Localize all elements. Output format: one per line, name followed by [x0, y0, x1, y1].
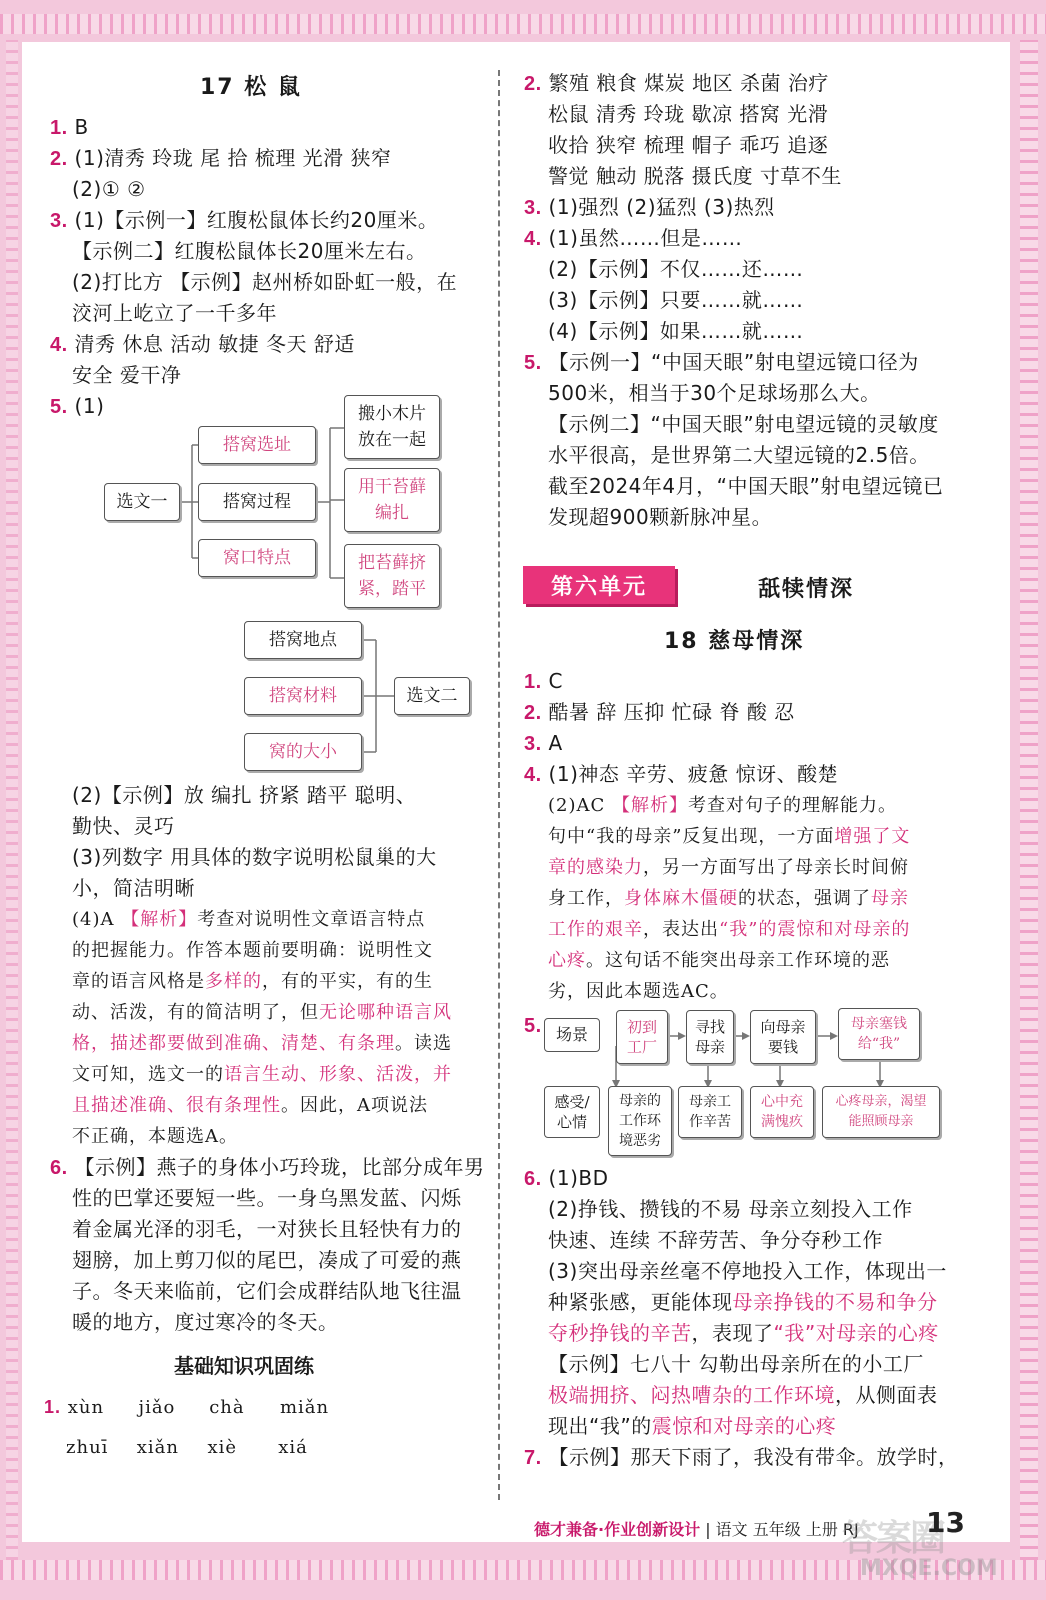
diagram1-right-2: 用干苔藓 编扎 — [344, 468, 440, 532]
q-number: 2. — [524, 73, 542, 95]
q-number: 1. — [524, 671, 542, 693]
l17-q6-line2: 性的巴掌还要短一些。一身乌黑发蓝、闪烁 — [72, 1186, 462, 1210]
l17-q5-analysis-7 — [72, 1090, 428, 1121]
l18-q4-line1 — [524, 759, 838, 791]
answer-text: (1)强烈 (2)猛烈 (3)热烈 — [548, 195, 775, 219]
flow-label-feeling: 感受/ 心情 — [544, 1086, 600, 1138]
r-q5-row6: 发现超900颗新脉冲星。 — [548, 505, 773, 529]
answer-text: A — [548, 731, 563, 755]
r-q4-row4: (4)【示例】如果……就…… — [548, 319, 804, 343]
flow-scene-3: 向母亲 要钱 — [750, 1010, 816, 1064]
l17-q3-line4: 洨河上屹立了一千多年 — [72, 301, 277, 325]
analysis-text: 章的语言风格是 — [72, 971, 205, 992]
q-number: 6. — [50, 1157, 68, 1179]
q-number: 7. — [524, 1447, 542, 1469]
l17-q2-line2: (2)① ② — [72, 177, 146, 201]
r-q4-row3: (3)【示例】只要……就…… — [548, 288, 804, 312]
l18-q6-line8 — [548, 1380, 938, 1411]
l18-q7 — [524, 1442, 959, 1474]
analysis-text: 。读选 — [395, 1033, 452, 1054]
l18-q4-analysis-3 — [548, 852, 909, 883]
answer-text: 繁殖 粮食 煤炭 地区 杀菌 治疗 — [548, 71, 829, 95]
diagram2-root: 选文二 — [394, 677, 470, 715]
r-q2-row2: 松鼠 清秀 玲珑 歇凉 搭窝 光滑 — [548, 102, 829, 126]
flow-scene-2: 寻找 母亲 — [686, 1010, 734, 1064]
pinyin-item: xiǎn — [136, 1437, 179, 1458]
l18-q6-line2: (2)挣钱、攒钱的不易 母亲立刻投入工作 — [548, 1197, 913, 1221]
watermark-logo: 答案圈 — [842, 1518, 945, 1559]
flow-feeling-2: 母亲工 作辛苦 — [678, 1086, 742, 1138]
l18-q6-line6 — [548, 1318, 939, 1349]
r-q2-row1 — [524, 68, 829, 100]
q-number: 4. — [524, 764, 542, 786]
flow-feeling-1: 母亲的 工作环 境恶劣 — [608, 1086, 672, 1156]
q-number: 3. — [524, 197, 542, 219]
answer-text: (1)神态 辛劳、疲惫 惊讶、酸楚 — [548, 762, 839, 786]
r-q5-row5: 截至2024年4月，“中国天眼”射电望远镜已 — [548, 474, 944, 498]
pinyin-row-2 — [66, 1432, 342, 1463]
l18-q4-analysis-4 — [548, 883, 909, 914]
unit-badge: 第六单元 — [523, 566, 675, 604]
answer-text: (1)【示例一】红腹松鼠体长约20厘米。 — [74, 208, 439, 232]
unit-theme-title: 舐犊情深 — [758, 577, 855, 602]
watermark-url: MXQE.COM — [860, 1556, 998, 1581]
l17-q5-analysis-5 — [72, 1028, 452, 1059]
r-q5-row1 — [524, 347, 919, 379]
analysis-text: 文可知，选文一的 — [72, 1064, 224, 1085]
diagram1-right-3: 把苔藓挤 紧，踏平 — [344, 544, 440, 608]
analysis-highlight: 心疼 — [548, 950, 586, 971]
l18-q5-num — [524, 1010, 542, 1042]
analysis-text: 。这句话不能突出母亲工作环境的恶 — [586, 950, 890, 971]
answer-highlight: 母亲挣钱的不易和争分 — [732, 1290, 938, 1314]
r-q5-row3: 【示例二】“中国天眼”射电望远镜的灵敏度 — [548, 412, 939, 436]
l18-q6-line4: (3)突出母亲丝毫不停地投入工作，体现出一 — [548, 1259, 947, 1283]
l17-q3-line2: 【示例二】红腹松鼠体长20厘米左右。 — [72, 239, 427, 263]
q-number: 1. — [44, 1397, 62, 1417]
answer-text: (1)清秀 玲珑 尾 拾 梳理 光滑 狭窄 — [74, 146, 392, 170]
diagram1-root: 选文一 — [104, 483, 180, 521]
l17-q5-analysis-6 — [72, 1059, 452, 1090]
answer-text: ，表现了 — [691, 1321, 774, 1345]
analysis-tag: 【解析】 — [612, 795, 688, 816]
analysis-highlight: 母亲 — [871, 888, 909, 909]
analysis-text: 句中“我的母亲”反复出现，一方面 — [548, 826, 835, 847]
analysis-text: ，表达出 — [643, 919, 719, 940]
analysis-highlight: 无论哪种语言风 — [319, 1002, 452, 1023]
l18-q6-line9 — [548, 1411, 836, 1442]
r-q3 — [524, 192, 775, 224]
analysis-text: 身工作， — [548, 888, 624, 909]
q-number: 4. — [50, 334, 68, 356]
analysis-highlight: 工作的艰辛 — [548, 919, 643, 940]
answer-text: C — [548, 669, 564, 693]
l18-q6-line7: 【示例】七八十 勾勒出母亲所在的小工厂 — [548, 1352, 924, 1376]
l17-q5-line-a: (2)【示例】放 编扎 挤紧 踏平 聪明、 — [72, 783, 417, 807]
l18-q4-analysis-7: 劣，因此本题选AC。 — [548, 981, 729, 1002]
analysis-tag: 【解析】 — [121, 909, 198, 930]
answer-text: (4)A — [72, 909, 122, 930]
answer-highlight: 震惊和对母亲的心疼 — [651, 1414, 837, 1438]
analysis-text: 动、活泼，有的简洁明了，但 — [72, 1002, 319, 1023]
r-q2-row3: 收拾 狭窄 梳理 帽子 乖巧 追逐 — [548, 133, 829, 157]
answer-highlight: “我”对母亲的心疼 — [773, 1321, 939, 1345]
analysis-text: 考查对说明性文章语言特点 — [197, 909, 426, 930]
l18-q6-line1 — [524, 1163, 609, 1195]
flow-label-scene: 场景 — [544, 1018, 600, 1052]
flow-feeling-3: 心中充 满愧疚 — [750, 1086, 814, 1138]
analysis-highlight: 格，描述都要做到准确、清楚、有条理 — [72, 1033, 395, 1054]
flow-feeling-4: 心疼母亲，渴望 能照顾母亲 — [822, 1086, 940, 1138]
q-number: 2. — [524, 702, 542, 724]
l17-q5-line-d: 小，简洁明晰 — [72, 876, 195, 900]
l18-q4-analysis-5 — [548, 914, 910, 945]
analysis-text: 。因此，A项说法 — [281, 1095, 428, 1116]
footer-info: 语文 五年级 上册 RJ — [715, 1520, 859, 1539]
analysis-highlight: 语言生动、形象、活泼，并 — [224, 1064, 452, 1085]
q-number: 5. — [50, 396, 68, 418]
l17-q5-analysis-1 — [72, 904, 425, 935]
l17-q6-line4: 翅膀，加上剪刀似的尾巴，凑成了可爱的燕 — [72, 1248, 462, 1272]
q-number: 2. — [50, 148, 68, 170]
answer-text: 酷暑 辞 压抑 忙碌 脊 酸 忍 — [548, 700, 795, 724]
l18-q4-analysis-2 — [548, 821, 910, 852]
answer-text: 【示例一】“中国天眼”射电望远镜口径为 — [548, 350, 919, 374]
l18-q6-line5 — [548, 1287, 938, 1318]
pinyin-item: chà — [209, 1397, 245, 1418]
diagram2-item-1: 搭窝地点 — [244, 621, 362, 659]
q-number: 6. — [524, 1168, 542, 1190]
r-q5-row4: 水平很高，是世界第二大望远镜的2.5倍。 — [548, 443, 930, 467]
answer-text: 现出“我”的 — [548, 1414, 652, 1438]
answer-text: (2)AC — [548, 795, 612, 816]
pinyin-item: zhuī — [66, 1437, 109, 1458]
analysis-text: 的状态，强调了 — [738, 888, 871, 909]
q-number: 3. — [50, 210, 68, 232]
answer-highlight: 极端拥挤、闷热嘈杂的工作环境 — [548, 1383, 835, 1407]
analysis-highlight: 身体麻木僵硬 — [624, 888, 738, 909]
answer-text: 【示例】那天下雨了，我没有带伞。放学时， — [548, 1445, 959, 1469]
page-number: 13 — [926, 1506, 965, 1539]
q-number: 1. — [50, 117, 68, 139]
answer-text: ，从侧面表 — [835, 1383, 938, 1407]
pinyin-item: jiǎo — [138, 1397, 176, 1418]
r-q2-row4: 警觉 触动 脱落 摄氏度 寸草不生 — [548, 164, 842, 188]
answer-text: 【示例】燕子的身体小巧玲珑，比部分成年男 — [74, 1155, 485, 1179]
pinyin-item: xùn — [67, 1397, 105, 1418]
l17-q6-line5: 子。冬天来临前，它们会成群结队地飞往温 — [72, 1279, 462, 1303]
answer-text: 种紧张感，更能体现 — [548, 1290, 733, 1314]
pinyin-item: xiè — [207, 1437, 238, 1458]
diagram1-mid-1: 搭窝选址 — [198, 426, 316, 464]
answer-text: 清秀 休息 活动 敏捷 冬天 舒适 — [74, 332, 355, 356]
l18-q2 — [524, 697, 795, 729]
pinyin-item: miǎn — [279, 1397, 330, 1418]
diagram2-item-3: 窝的大小 — [244, 733, 362, 771]
answer-text: (1)虽然……但是…… — [548, 226, 743, 250]
r-q5-row2: 500米，相当于30个足球场那么大。 — [548, 381, 881, 405]
analysis-highlight: 多样的 — [205, 971, 262, 992]
flow-scene-4: 母亲塞钱 给“我” — [838, 1008, 920, 1060]
analysis-highlight: “我”的震惊和对母亲的 — [719, 919, 911, 940]
analysis-text: ，有的平实，有的生 — [262, 971, 433, 992]
answer-text: (1) — [74, 394, 105, 418]
analysis-highlight: 增强了文 — [834, 826, 911, 847]
footer-brand: 德才兼备·作业创新设计 — [534, 1520, 701, 1539]
r-q4-row2: (2)【示例】不仅……还…… — [548, 257, 804, 281]
l18-q1 — [524, 666, 563, 698]
analysis-highlight: 且描述准确、很有条理性 — [72, 1095, 281, 1116]
pinyin-item: xiá — [278, 1437, 308, 1458]
analysis-highlight: 章的感染力 — [548, 857, 643, 878]
l18-q3 — [524, 728, 563, 760]
l17-q5-line-b: 勤快、灵巧 — [72, 814, 175, 838]
flow-scene-1: 初到 工厂 — [616, 1010, 668, 1064]
answer-text: (1)BD — [548, 1166, 609, 1190]
l18-q4-analysis-1 — [548, 790, 897, 821]
q-number: 5. — [524, 352, 542, 374]
l17-q6-line3: 着金属光泽的羽毛，一对狭长且轻快有力的 — [72, 1217, 462, 1241]
l17-q5-line-c: (3)列数字 用具体的数字说明松鼠巢的大 — [72, 845, 437, 869]
l17-q5-analysis-4 — [72, 997, 452, 1028]
answer-text: B — [74, 115, 89, 139]
q-number: 5. — [524, 1015, 542, 1037]
l17-q3-line3: (2)打比方 【示例】赵州桥如卧虹一般，在 — [72, 270, 458, 294]
diagram2-item-2: 搭窝材料 — [244, 677, 362, 715]
l17-q4-line2: 安全 爱干净 — [72, 363, 182, 387]
q-number: 4. — [524, 228, 542, 250]
lesson-17-title: 17 松 鼠 — [200, 75, 302, 100]
r-q4-row1 — [524, 223, 742, 255]
diagram1-mid-2: 搭窝过程 — [198, 483, 316, 521]
l17-q5-analysis-3 — [72, 966, 433, 997]
section-title-consolidation: 基础知识巩固练 — [174, 1354, 314, 1378]
diagram1-right-1: 搬小木片 放在一起 — [344, 395, 440, 459]
l18-q6-line3: 快速、连续 不辞劳苦、争分夺秒工作 — [548, 1228, 883, 1252]
diagram1-mid-3: 窝口特点 — [198, 539, 316, 577]
pinyin-row-1 — [44, 1392, 344, 1423]
l17-q6-line6: 暖的地方，度过寒冷的冬天。 — [72, 1310, 339, 1334]
l17-q6-line1 — [50, 1152, 485, 1184]
analysis-text: ，另一方面写出了母亲长时间俯 — [643, 857, 909, 878]
lesson-18-title: 18 慈母情深 — [664, 629, 805, 654]
l17-q5-analysis-2: 的把握能力。作答本题前要明确：说明性文 — [72, 940, 433, 961]
l17-q5-analysis-8: 不正确，本题选A。 — [72, 1126, 238, 1147]
page-footer — [534, 1517, 859, 1540]
q-number: 3. — [524, 733, 542, 755]
analysis-text: 考查对句子的理解能力。 — [688, 795, 897, 816]
answer-highlight: 夺秒挣钱的辛苦 — [548, 1321, 692, 1345]
footer-separator: | — [705, 1520, 711, 1539]
l18-q4-analysis-6 — [548, 945, 890, 976]
